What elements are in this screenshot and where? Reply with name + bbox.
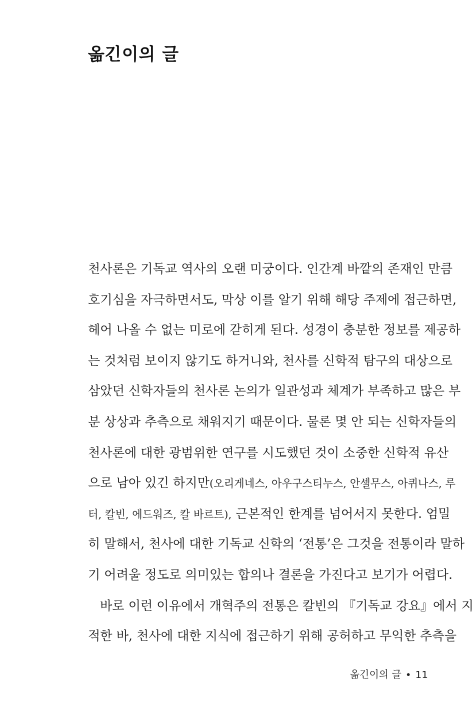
paragraph-line: 적한 바, 천사에 대한 지식에 접근하기 위해 공허하고 무익한 추측을 (88, 628, 457, 644)
parenthetical-names: (오리게네스, 아우구스티누스, 안셀무스, 아퀴나스, 루 (209, 478, 456, 491)
paragraph-line: 천사론은 기독교 역사의 오랜 미궁이다. 인간계 바깥의 존재인 만큼 (88, 261, 453, 276)
page-footer (350, 666, 428, 681)
paragraph-line (88, 499, 451, 530)
paragraph-line: 는 것처럼 보이지 않기도 하거니와, 천사를 신학적 탐구의 대상으로 (88, 352, 453, 368)
paragraph-line (88, 468, 456, 499)
line-text: 근본적인 한계를 넘어서지 못한다. 엄밀 (231, 505, 451, 521)
paragraph-line: 천사론에 대한 광범위한 연구를 시도했던 것이 소중한 신학적 유산 (88, 444, 449, 460)
paragraph-line: 바로 이런 이유에서 개혁주의 전통은 칼빈의 『기독교 강요』에서 지 (100, 597, 474, 613)
paragraph-line: 헤어 나올 수 없는 미로에 갇히게 된다. 성경이 충분한 정보를 제공하 (88, 322, 461, 338)
parenthetical-names: 터, 칼빈, 에드워즈, 칼 바르트), (88, 508, 232, 521)
paragraph-line: 호기심을 자극하면서도, 막상 이를 알기 위해 해당 주제에 접근하면, (88, 291, 457, 307)
paragraph-line: 분 상상과 추측으로 채워지기 때문이다. 물론 몇 안 되는 신학자들의 (88, 413, 457, 429)
paragraph-line: 삼았던 신학자들의 천사론 논의가 일관성과 체계가 부족하고 많은 부 (88, 383, 461, 399)
paragraph-line: 히 말해서, 천사에 대한 기독교 신학의 ‘전통’은 그것을 전통이라 말하 (88, 536, 465, 552)
line-text: 으로 남아 있긴 하지만 (88, 475, 210, 491)
running-title: 옮긴이의 글 (349, 670, 402, 681)
body-text (88, 254, 474, 652)
footer-separator: • (405, 670, 412, 681)
paragraph-last-line: 기 어려울 정도로 의미있는 합의나 결론을 가진다고 보기가 어렵다. (88, 566, 453, 582)
page-number: 11 (415, 670, 428, 681)
page-title: 옮긴이의 글 (88, 45, 180, 65)
